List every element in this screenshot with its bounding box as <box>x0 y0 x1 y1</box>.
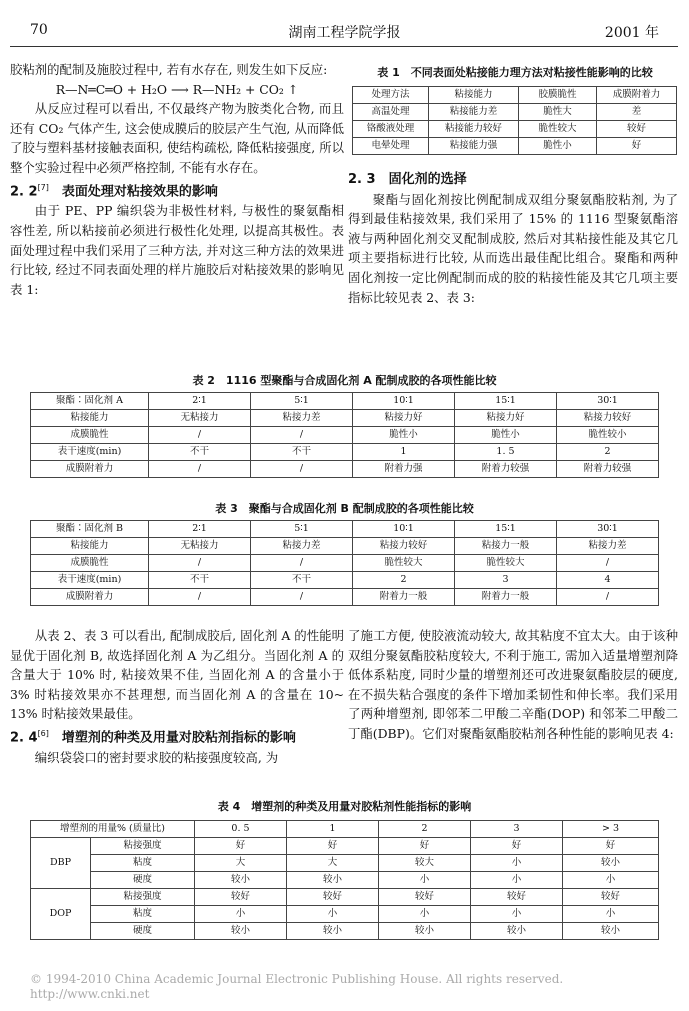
section-2-2-body: 由于 PE、PP 编织袋为非极性材料, 与极性的聚氨酯相容性差, 所以粘接前必须进行极性化处理, 以提高其极性。表面处理过程中我们采用了三种方法, 并对这三种方法的效果进行比较, 经过不同表面处理的样片施胶后对粘接效果的影响见表 1: <box>10 203 344 297</box>
table-cell: 无粘接力 <box>149 410 251 427</box>
table-cell: 较大 <box>379 855 471 872</box>
plasticizer-paragraph: 了施工方便, 使胶液流动较大, 故其粘度不宜太大。由于该种双组分聚氨酯胶粘度较大, 不利于施工, 需加入适量增塑剂降低体系粘度, 同时少量的增塑剂还可改进聚氨酯胶层的硬度, 在不损失粘合强度的条件下增加柔韧性和伸长率。我们采用了两种增塑剂, 即邻苯二甲酸二辛酯(DOP) 和邻苯二甲酸二丁酯(DBP)。它们对聚酯氨酯胶粘剂各种性能的影响见表 4: <box>348 628 678 741</box>
table-cell: 3 <box>455 572 557 589</box>
table-cell: 硬度 <box>91 872 195 889</box>
table4 <box>30 820 659 940</box>
table-row <box>31 572 659 589</box>
header-cell: 处理方法 <box>353 87 429 104</box>
header-cell: 0. 5 <box>195 821 287 838</box>
table-cell: 成膜脆性 <box>31 555 149 572</box>
table-cell: 较小 <box>563 923 659 940</box>
copyright-footer: © 1994-2010 China Academic Journal Electronic Publishing House. All rights reserved. http://www.cnki.net <box>30 972 576 1001</box>
table-cell: 较好 <box>379 889 471 906</box>
header-cell: 1 <box>287 821 379 838</box>
header-cell: 聚酯∶固化剂 B <box>31 521 149 538</box>
header-cell: 5∶1 <box>251 521 353 538</box>
table-cell: 粘接能力较好 <box>429 121 519 138</box>
table-cell: 不干 <box>251 444 353 461</box>
table-cell: 小 <box>379 872 471 889</box>
table-cell: / <box>149 555 251 572</box>
section-2-2-heading: 2. 2[7] 表面处理对粘接效果的影响 <box>10 182 218 199</box>
table2 <box>30 392 659 478</box>
table-row <box>353 121 677 138</box>
table-cell: 好 <box>563 838 659 855</box>
table-cell: 粘接能力强 <box>429 138 519 155</box>
table-row <box>353 104 677 121</box>
table-cell: 不干 <box>251 572 353 589</box>
table-cell: 电晕处理 <box>353 138 429 155</box>
table1 <box>352 86 677 155</box>
left-column <box>10 60 344 299</box>
header-cell: > 3 <box>563 821 659 838</box>
table-cell: 表干速度(min) <box>31 572 149 589</box>
header-cell: 3 <box>471 821 563 838</box>
section-2-4-heading: 2. 4[6] 增塑剂的种类及用量对胶粘剂指标的影响 <box>10 728 296 746</box>
table-row <box>31 461 659 478</box>
table-cell: / <box>149 461 251 478</box>
table-cell: 好 <box>287 838 379 855</box>
mid-left-column <box>10 626 344 767</box>
table-row <box>31 923 659 940</box>
table-row <box>31 872 659 889</box>
table-header-row <box>31 393 659 410</box>
table-cell: 差 <box>597 104 677 121</box>
table-cell: 1 <box>353 444 455 461</box>
table-cell: 粘接力好 <box>353 410 455 427</box>
header-cell: 增塑剂的用量% (质量比) <box>31 821 195 838</box>
table-cell: 硬度 <box>91 923 195 940</box>
table-cell: 小 <box>287 906 379 923</box>
table-cell: 2 <box>353 572 455 589</box>
table-cell: 较好 <box>195 889 287 906</box>
table-cell: / <box>557 589 659 606</box>
table1-caption: 表 1 不同表面处粘接能力理方法对粘接性能影响的比较 <box>377 66 653 79</box>
table-cell: 小 <box>379 906 471 923</box>
table-cell: / <box>251 461 353 478</box>
table-cell: 脆性小 <box>519 138 597 155</box>
table-cell: 附着力较强 <box>557 461 659 478</box>
table3 <box>30 520 659 606</box>
table-row <box>31 410 659 427</box>
table-cell: 脆性较大 <box>519 121 597 138</box>
header-cell: 10∶1 <box>353 521 455 538</box>
table-row <box>31 538 659 555</box>
group-cell: DOP <box>31 889 91 940</box>
header-cell: 30∶1 <box>557 393 659 410</box>
table-cell: 较小 <box>195 872 287 889</box>
table-cell: 2 <box>557 444 659 461</box>
table-cell: 较小 <box>563 855 659 872</box>
table-cell: 粘接强度 <box>91 838 195 855</box>
section-2-3-body: 聚酯与固化剂按比例配制成双组分聚氨酯胶粘剂, 为了得到最佳粘接效果, 我们采用了 15% 的 1116 型聚氨酯溶液与两种固化剂交叉配制成胶, 然后对其粘接性能及其它几项主要指标进行比较, 从而选出最佳配比组合。聚酯和两种固化剂按一定比例配制而成的胶的粘接性能及其它几项主要指标比较见表 2、表 3: <box>348 191 678 305</box>
table-cell: 成膜附着力 <box>31 461 149 478</box>
table-cell: 小 <box>471 872 563 889</box>
table-cell: 4 <box>557 572 659 589</box>
table-cell: / <box>149 427 251 444</box>
table-cell: 大 <box>287 855 379 872</box>
table-cell: 不干 <box>149 444 251 461</box>
header-cell: 5∶1 <box>251 393 353 410</box>
table-cell: 脆性较大 <box>455 555 557 572</box>
table-cell: 好 <box>379 838 471 855</box>
table-cell: 附着力一般 <box>353 589 455 606</box>
header-cell: 粘接能力 <box>429 87 519 104</box>
header-cell: 30∶1 <box>557 521 659 538</box>
table-cell: 成膜脆性 <box>31 427 149 444</box>
table-cell: 较小 <box>379 923 471 940</box>
header-cell: 15∶1 <box>455 393 557 410</box>
header-cell: 10∶1 <box>353 393 455 410</box>
year: 2001 年 <box>604 25 659 41</box>
table-cell: 脆性较大 <box>353 555 455 572</box>
table-cell: 大 <box>195 855 287 872</box>
table-cell: 小 <box>471 855 563 872</box>
intro-paragraph: 胶粘剂的配制及施胶过程中, 若有水存在, 则发生如下反应: <box>10 62 328 77</box>
table-cell: 粘接力较好 <box>353 538 455 555</box>
table-cell: 粘接能力 <box>31 410 149 427</box>
table-cell: 较小 <box>195 923 287 940</box>
table-row <box>31 444 659 461</box>
table-cell: 小 <box>563 872 659 889</box>
table-row <box>31 906 659 923</box>
table-cell: 成膜附着力 <box>31 589 149 606</box>
table-cell: 不干 <box>149 572 251 589</box>
table-cell: 高温处理 <box>353 104 429 121</box>
analysis-paragraph: 从表 2、表 3 可以看出, 配制成胶后, 固化剂 A 的性能明显优于固化剂 B, 故选择固化剂 A 为乙组分。当固化剂 A 的含量大于 10% 时, 粘接效果不佳, 当固化剂 A 的含量小于 3% 时粘接效果亦不甚理想, 而当固化剂 A 的含量在 10~ 13% 时粘接效果最佳。 <box>10 628 344 722</box>
table-cell: 较好 <box>471 889 563 906</box>
table-cell: 粘度 <box>91 906 195 923</box>
table-cell: 小 <box>195 906 287 923</box>
header-cell: 2∶1 <box>149 393 251 410</box>
table-cell: 粘接力差 <box>251 538 353 555</box>
table-cell: 好 <box>195 838 287 855</box>
table-cell: 粘接能力 <box>31 538 149 555</box>
table-cell: / <box>251 555 353 572</box>
table-cell: 小 <box>471 906 563 923</box>
intro-paragraph-2: 从反应过程可以看出, 不仅最终产物为胺类化合物, 而且还有 CO₂ 气体产生, 这会使成膜后的胶层产生气泡, 从而降低了胶与塑料基材接触表面积, 使结构疏松, 降低粘接强度, 所以整个实验过程中必须严格控制, 不能有水存在。 <box>10 101 344 175</box>
table-cell: 较好 <box>563 889 659 906</box>
table-cell: / <box>557 555 659 572</box>
table-cell: 脆性大 <box>519 104 597 121</box>
table-row <box>31 889 659 906</box>
table-row <box>31 555 659 572</box>
table-row <box>31 427 659 444</box>
table-cell: 脆性小 <box>455 427 557 444</box>
table-cell: 较小 <box>287 923 379 940</box>
table-cell: 粘接能力差 <box>429 104 519 121</box>
table-cell: 较好 <box>287 889 379 906</box>
table-cell: 好 <box>597 138 677 155</box>
table-cell: 粘度 <box>91 855 195 872</box>
table3-caption: 表 3 聚酯与合成固化剂 B 配制成胶的各项性能比较 <box>215 502 474 515</box>
header-cell: 2∶1 <box>149 521 251 538</box>
mid-right-column <box>348 626 678 744</box>
header-cell: 2 <box>379 821 471 838</box>
table-header-row <box>31 521 659 538</box>
table-cell: 较好 <box>597 121 677 138</box>
table-cell: 脆性较小 <box>557 427 659 444</box>
table-cell: 粘接强度 <box>91 889 195 906</box>
header-cell: 15∶1 <box>455 521 557 538</box>
table-cell: 1. 5 <box>455 444 557 461</box>
header-rule <box>10 46 678 47</box>
header-cell: 聚酯∶固化剂 A <box>31 393 149 410</box>
table-cell: 粘接力一般 <box>455 538 557 555</box>
table-row <box>353 138 677 155</box>
table-cell: 好 <box>471 838 563 855</box>
table-cell: 较小 <box>471 923 563 940</box>
table-cell: 附着力较强 <box>455 461 557 478</box>
table-header-row <box>31 821 659 838</box>
table-cell: 粘接力较好 <box>557 410 659 427</box>
table-cell: 粘接力差 <box>251 410 353 427</box>
table-row <box>31 589 659 606</box>
reaction-equation: R—N═C═O + H₂O ⟶ R—NH₂ + CO₂ ↑ <box>55 81 299 97</box>
table-cell: 无粘接力 <box>149 538 251 555</box>
right-column <box>348 170 678 307</box>
table-cell: 附着力强 <box>353 461 455 478</box>
section-2-4-body: 编织袋袋口的密封要求胶的粘接强度较高, 为 <box>34 749 279 765</box>
table-cell: 粘接力差 <box>557 538 659 555</box>
table-cell: 铬酸液处理 <box>353 121 429 138</box>
table-cell: / <box>251 589 353 606</box>
table-cell: 粘接力好 <box>455 410 557 427</box>
group-cell: DBP <box>31 838 91 889</box>
table-cell: / <box>251 427 353 444</box>
table-header-row <box>353 87 677 104</box>
header-cell: 成膜附着力 <box>597 87 677 104</box>
table-cell: 较小 <box>287 872 379 889</box>
page-number: 70 <box>30 22 48 38</box>
header-cell: 胶膜脆性 <box>519 87 597 104</box>
table-cell: 附着力一般 <box>455 589 557 606</box>
table-row <box>31 855 659 872</box>
table4-caption: 表 4 增塑剂的种类及用量对胶粘剂性能指标的影响 <box>217 800 472 813</box>
table-row <box>31 838 659 855</box>
journal-title: 湖南工程学院学报 <box>288 25 401 41</box>
table-cell: 表干速度(min) <box>31 444 149 461</box>
table-cell: / <box>149 589 251 606</box>
table2-caption: 表 2 1116 型聚酯与合成固化剂 A 配制成胶的各项性能比较 <box>192 374 497 387</box>
section-2-3-heading: 2. 3 固化剂的选择 <box>348 172 467 187</box>
table-cell: 小 <box>563 906 659 923</box>
table-cell: 脆性小 <box>353 427 455 444</box>
